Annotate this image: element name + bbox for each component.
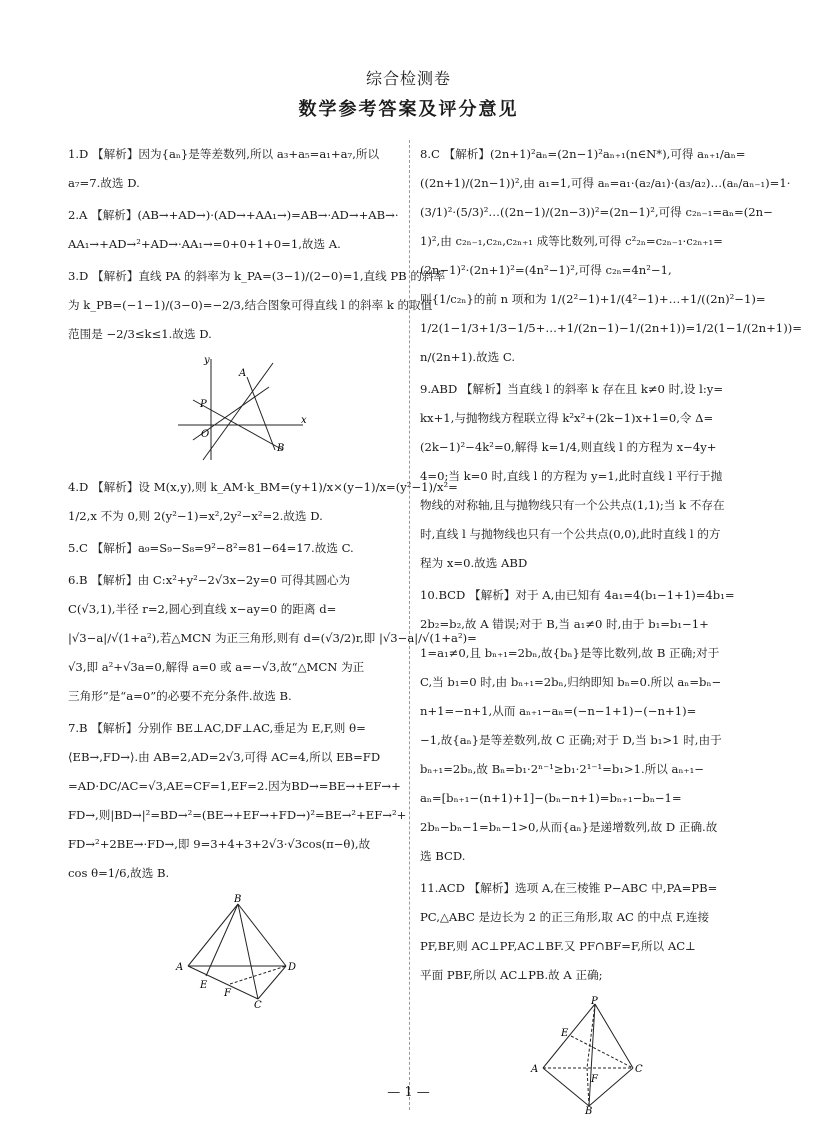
line-ab <box>247 377 275 450</box>
answer-line: 4=0;当 k=0 时,直线 l 的方程为 y=1,此时直线 l 平行于抛 <box>420 469 723 483</box>
answer-line: 范围是 −2/3≤k≤1.故选 D. <box>68 327 212 341</box>
label-c: C <box>635 1064 643 1075</box>
answer-line: 程为 x=0.故选 ABD <box>420 556 528 570</box>
label-o: O <box>201 429 210 440</box>
label-c: C <box>254 1000 262 1011</box>
label-b: B <box>277 443 285 454</box>
answer-line: 1)²,由 c₂ₙ₋₁,c₂ₙ,c₂ₙ₊₁ 成等比数列,可得 c²₂ₙ=c₂ₙ₋₁·c₂ₙ₊₁= <box>420 234 723 248</box>
answer-line: 1/2(1−1/3+1/3−1/5+…+1/(2n−1)−1/(2n+1))=1/2(1−1/(2n+1))= <box>420 321 802 335</box>
answer-line: √3,即 a²+√3a=0,解得 a=0 或 a=−√3,故“△MCN 为正 <box>68 660 365 674</box>
tetrahedron-figure <box>168 894 308 1009</box>
answer-line: AA₁→+AD→²+AD→·AA₁→=0+0+1+0=1,故选 A. <box>68 237 341 251</box>
answer-line: ⟨EB→,FD→⟩.由 AB=2,AD=2√3,可得 AC=4,所以 EB=FD <box>68 750 381 764</box>
answer-q8 <box>420 140 802 372</box>
right-column <box>420 140 802 1122</box>
answer-q4 <box>68 473 458 531</box>
answer-q3 <box>68 262 446 349</box>
answer-q9 <box>420 375 750 578</box>
answer-line: bₙ₊₁=2bₙ,故 Bₙ=b₁·2ⁿ⁻¹≥b₁·2¹⁻¹=b₁>1.所以 aₙ₊₁− <box>420 762 704 776</box>
answer-line: n+1=−n+1,从而 aₙ₊₁−aₙ=(−n−1+1)−(−n+1)= <box>420 704 697 718</box>
answer-q7 <box>68 714 407 888</box>
answer-line: 11.ACD 【解析】选项 A,在三棱锥 P−ABC 中,PA=PB= <box>420 881 718 895</box>
answer-line: 2b₂=b₂,故 A 错误;对于 B,当 a₁≠0 时,由于 b₁=b₁−1+ <box>420 617 709 631</box>
answer-line: 3.D 【解析】直线 PA 的斜率为 k_PA=(3−1)/(2−0)=1,直线 PB 的斜率 <box>68 269 446 283</box>
label-f: F <box>591 1074 598 1085</box>
answer-line: kx+1,与抛物线方程联立得 k²x²+(2k−1)x+1=0,令 Δ= <box>420 411 714 425</box>
answer-line: 6.B 【解析】由 C:x²+y²−2√3x−2y=0 可得其圆心为 <box>68 573 351 587</box>
answer-line: 1/2,x 不为 0,则 2(y²−1)=x²,2y²−x²=2.故选 D. <box>68 509 323 523</box>
answer-line: 1=a₁≠0,且 bₙ₊₁=2bₙ,故{bₙ}是等比数列,故 B 正确;对于 <box>420 646 720 660</box>
answer-q2 <box>68 201 398 259</box>
answer-line: =AD·DC/AC=√3,AE=CF=1,EF=2.因为BD→=BE→+EF→+ <box>68 779 401 793</box>
answer-line: 4.D 【解析】设 M(x,y),则 k_AM·k_BM=(y+1)/x×(y−1)/x=(y²−1)/x²= <box>68 480 458 494</box>
answer-q5 <box>68 534 398 563</box>
answer-line: aₙ=[bₙ₊₁−(n+1)+1]−(bₙ−n+1)=bₙ₊₁−bₙ−1= <box>420 791 682 805</box>
answer-line: 选 BCD. <box>420 849 466 863</box>
label-p: P <box>200 399 207 410</box>
answer-line: n/(2n+1).故选 C. <box>420 350 516 364</box>
answer-line: 8.C 【解析】(2n+1)²aₙ=(2n−1)²aₙ₊₁(n∈N*),可得 aₙ₊₁/aₙ= <box>420 147 746 161</box>
answer-q6 <box>68 566 477 711</box>
answer-line: PC,△ABC 是边长为 2 的正三角形,取 AC 的中点 F,连接 <box>420 910 710 924</box>
coordinate-graph-figure <box>173 355 313 465</box>
label-d: D <box>288 962 297 973</box>
answer-q10 <box>420 581 750 871</box>
label-b: B <box>585 1106 593 1117</box>
answer-q1 <box>68 140 398 198</box>
answer-line: (2k−1)²−4k²=0,解得 k=1/4,则直线 l 的方程为 x−4y+ <box>420 440 717 454</box>
answer-line: 5.C 【解析】a₉=S₉−S₈=9²−8²=81−64=17.故选 C. <box>68 541 354 555</box>
answer-line: 2bₙ−bₙ−1=bₙ−1>0,从而{aₙ}是递增数列,故 D 正确.故 <box>420 820 718 834</box>
answer-line: C,当 b₁=0 时,由 bₙ₊₁=2bₙ,归纳即知 bₙ=0.所以 aₙ=bₙ− <box>420 675 722 689</box>
answers-q1-q3 <box>68 140 446 349</box>
label-a: A <box>176 962 184 973</box>
answer-line: 物线的对称轴,且与抛物线只有一个公共点(1,1);当 k 不存在 <box>420 498 725 512</box>
answer-line: C(√3,1),半径 r=2,圆心到直线 x−ay=0 的距离 d= <box>68 602 337 616</box>
label-e: E <box>561 1028 569 1039</box>
column-divider <box>409 140 410 1110</box>
label-f: F <box>224 988 231 999</box>
answer-line: PF,BF,则 AC⊥PF,AC⊥BF.又 PF∩BF=F,所以 AC⊥ <box>420 939 696 953</box>
label-p: P <box>591 996 598 1007</box>
answer-line: (3/1)²·(5/3)²…((2n−1)/(2n−3))²=(2n−1)²,可得 c₂ₙ₋₁=aₙ=(2n− <box>420 205 773 219</box>
answer-line: 平面 PBF,所以 AC⊥PB.故 A 正确; <box>420 968 603 982</box>
answer-line: ((2n+1)/(2n−1))²,由 a₁=1,可得 aₙ=a₁·(a₂/a₁)·(a₃/a₂)…(aₙ/aₙ₋₁)=1· <box>420 176 791 190</box>
page-title: 综合检测卷 <box>365 69 451 88</box>
answer-line: (2n−1)²·(2n+1)²=(4n²−1)²,可得 c₂ₙ=4n²−1, <box>420 263 672 277</box>
label-x: x <box>301 415 307 426</box>
answer-line: 则{1/c₂ₙ}的前 n 项和为 1/(2²−1)+1/(4²−1)+…+1/((2n)²−1)= <box>420 292 766 306</box>
page-subtitle: 数学参考答案及评分意见 <box>298 99 519 120</box>
answer-line: −1,故{aₙ}是等差数列,故 C 正确;对于 D,当 b₁>1 时,由于 <box>420 733 722 747</box>
label-a: A <box>531 1064 539 1075</box>
label-e: E <box>200 980 208 991</box>
answer-line: 10.BCD 【解析】对于 A,由已知有 4a₁=4(b₁−1+1)=4b₁= <box>420 588 735 602</box>
answer-line: FD→,则|BD→|²=BD→²=(BE→+EF→+FD→)²=BE→²+EF→²+ <box>68 808 407 822</box>
answer-line: FD→²+2BE→·FD→,即 9=3+4+3+2√3·√3cos(π−θ),故 <box>68 837 371 851</box>
answer-line: 为 k_PB=(−1−1)/(3−0)=−2/3,结合图象可得直线 l 的斜率 k 的取值 <box>68 298 433 312</box>
answer-line: 三角形”是“a=0”的必要不充分条件.故选 B. <box>68 689 292 703</box>
label-b: B <box>234 894 242 905</box>
answers-q8-q11 <box>420 140 802 990</box>
label-a: A <box>239 368 247 379</box>
answer-line: cos θ=1/6,故选 B. <box>68 866 170 880</box>
answer-line: 时,直线 l 与抛物线也只有一个公共点(0,0),此时直线 l 的方 <box>420 527 721 541</box>
answer-line: a₇=7.故选 D. <box>68 176 140 190</box>
page-number: — 1 — <box>387 1085 430 1100</box>
answer-line: 2.A 【解析】(AB→+AD→)·(AD→+AA₁→)=AB→·AD→+AB→· <box>68 208 399 222</box>
answer-line: 9.ABD 【解析】当直线 l 的斜率 k 存在且 k≠0 时,设 l:y= <box>420 382 724 396</box>
label-y: y <box>204 355 210 366</box>
answer-line: 1.D 【解析】因为{aₙ}是等差数列,所以 a₃+a₅=a₁+a₇,所以 <box>68 147 380 161</box>
answer-line: 7.B 【解析】分别作 BE⊥AC,DF⊥AC,垂足为 E,F,则 θ= <box>68 721 366 735</box>
answer-line: |√3−a|/√(1+a²),若△MCN 为正三角形,则有 d=(√3/2)r,即 |√3−a|/√(1+a²)= <box>68 631 477 645</box>
answer-q11 <box>420 874 750 990</box>
